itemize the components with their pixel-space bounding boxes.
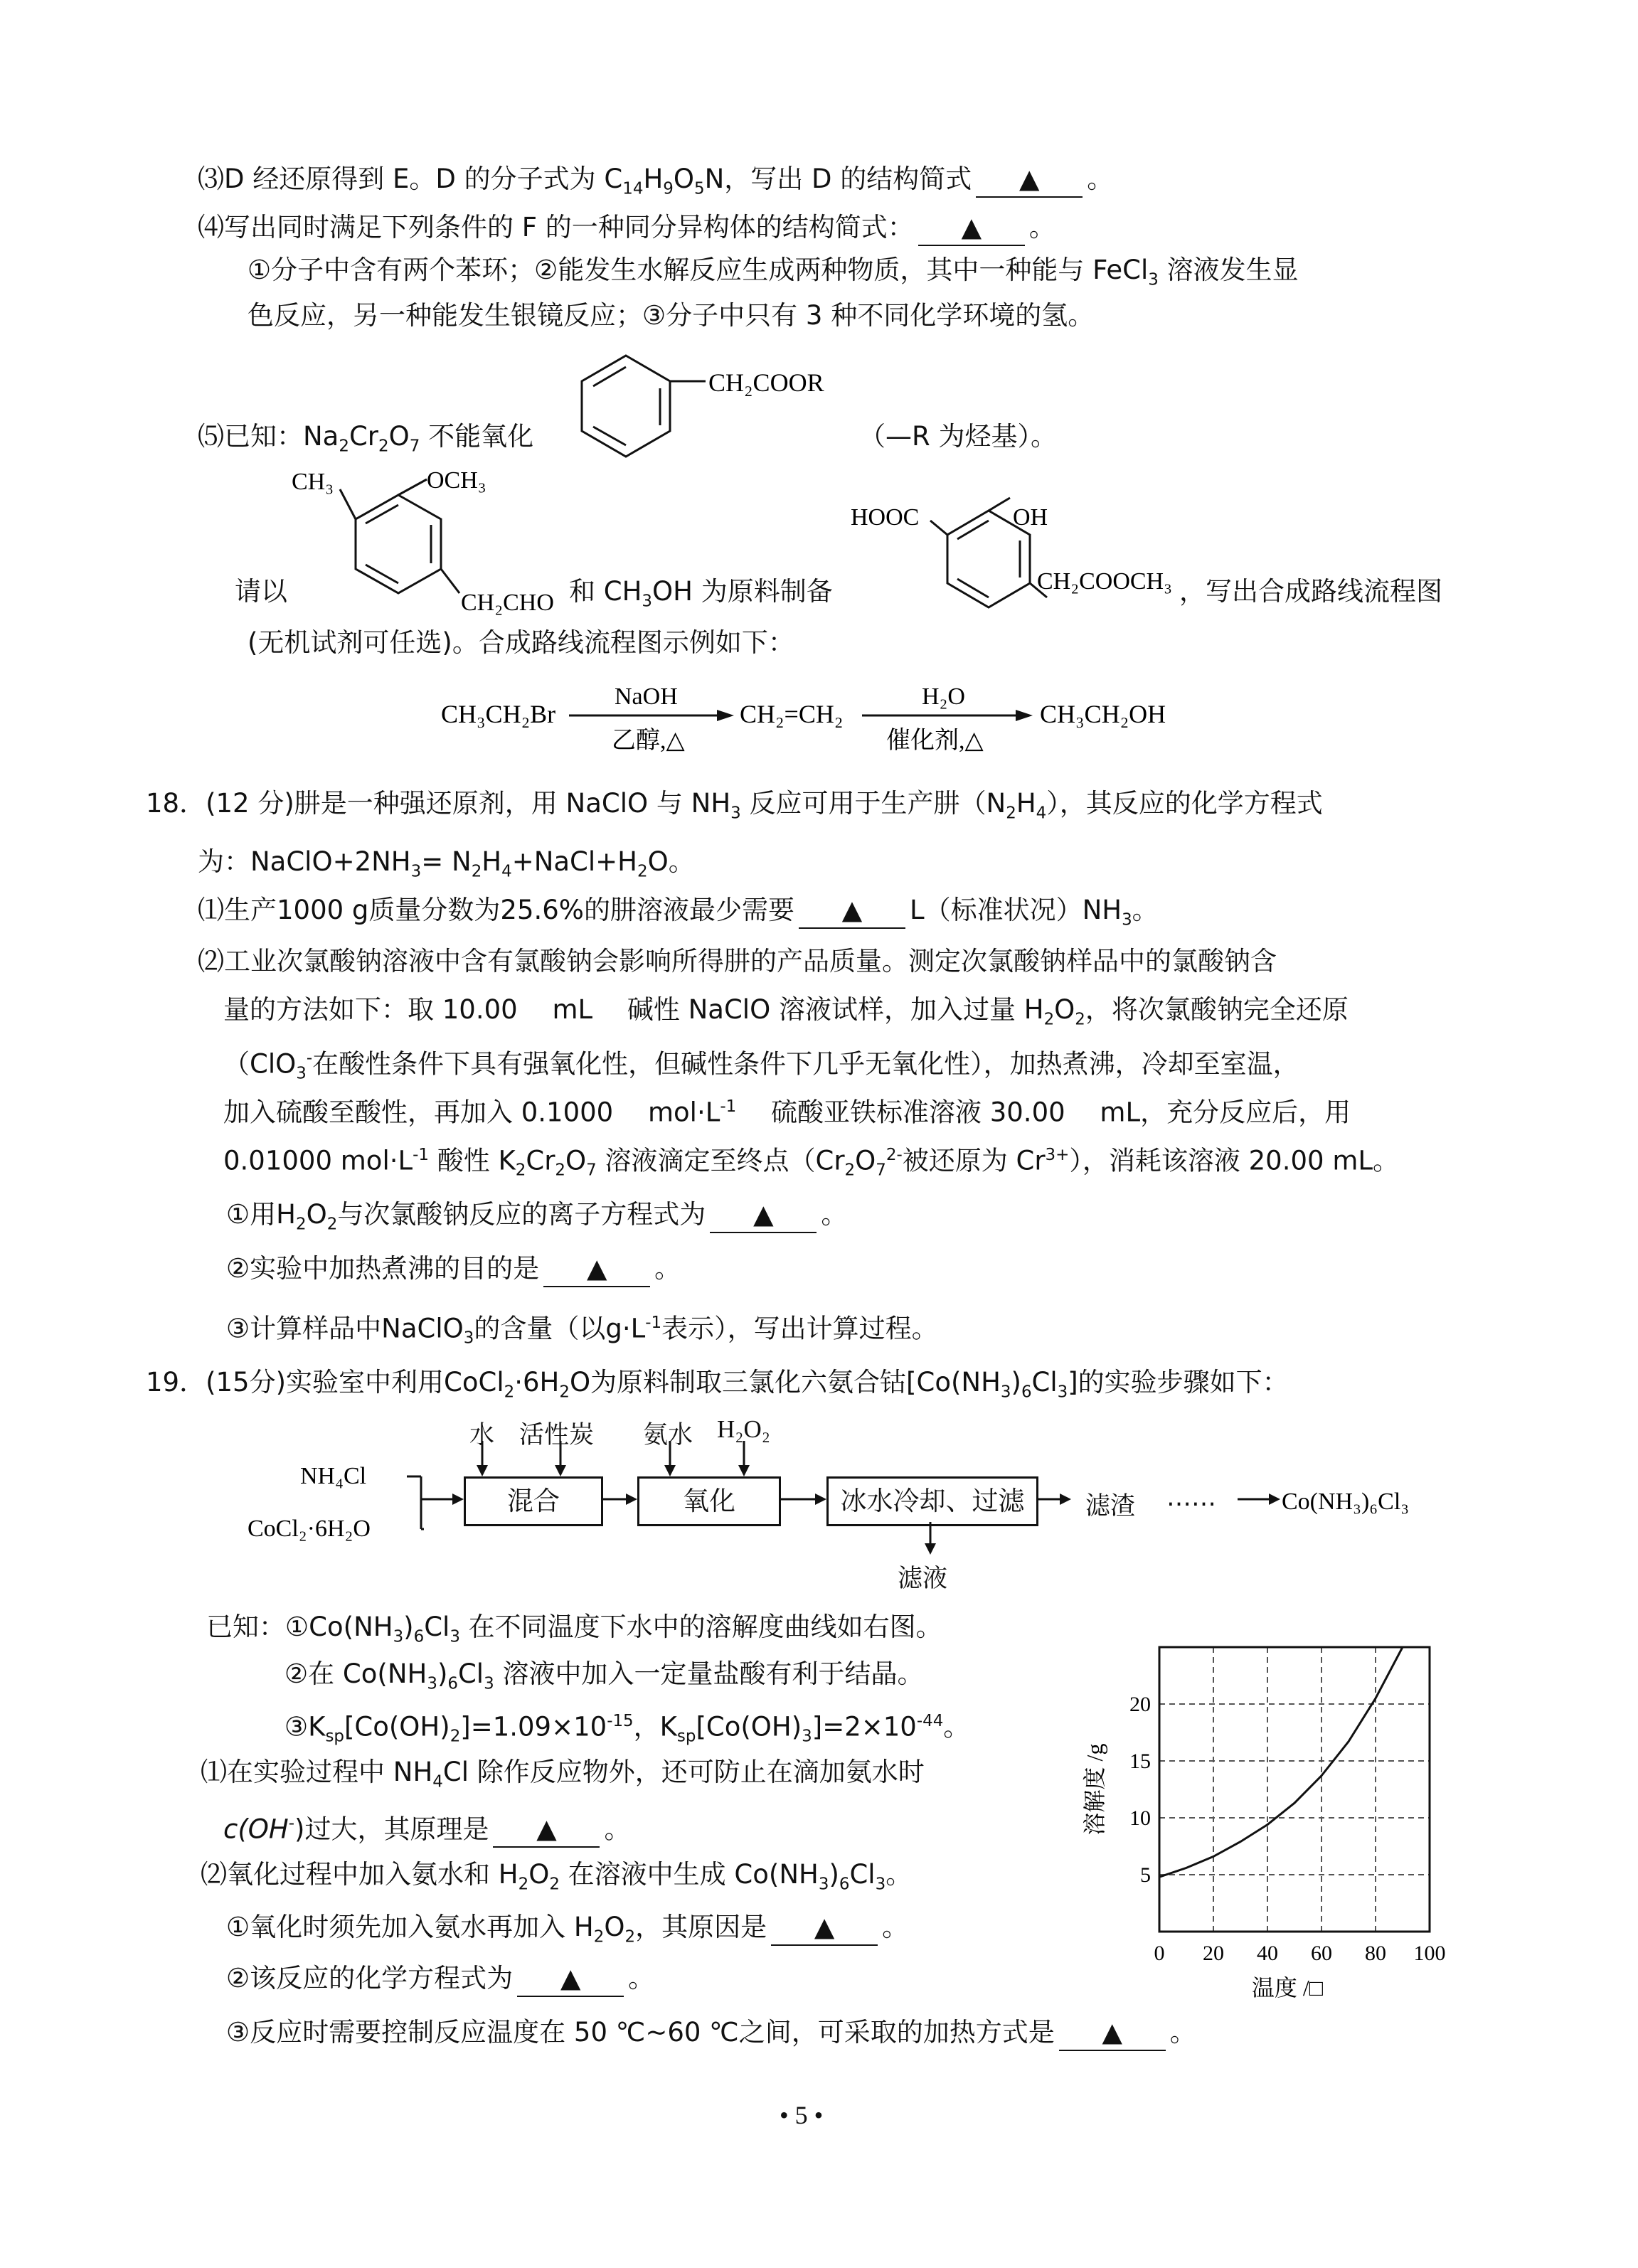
q19-part1-line1: ⑴在实验过程中 $NH_4Cl$ 除作反应物外，还可防止在滴加氨水时 bbox=[201, 1757, 925, 1791]
q17-part5-text2: 和 $CH_3OH$ 为原料制备 bbox=[569, 576, 833, 611]
route-product: CH₃CH₂OH bbox=[1040, 700, 1166, 728]
flow-dots: …… bbox=[1166, 1484, 1216, 1512]
answer-blank[interactable]: ▲ bbox=[918, 211, 1025, 246]
q18-stem: 18．(12 分)肼是一种强还原剂，用 NaClO 与 $NH_3$ 反应可用于生产肼$(N_2H_4)$，其反应的化学方程式 bbox=[146, 788, 1323, 823]
q17-part5-text1: 请以 bbox=[235, 576, 287, 607]
hydroxyl-label: OH bbox=[1013, 504, 1048, 531]
q19-part2-sub1: ①氧化时须先加入氨水再加入 $H_2O_2$，其原因是 ▲ 。 bbox=[226, 1912, 909, 1947]
aldehyde-label: CH₂CHO bbox=[461, 590, 554, 616]
q18-part1: ⑴生产1000 g质量分数为25.6%的肼溶液最少需要 ▲ L（标准状况）$NH_3$。 bbox=[198, 895, 1159, 930]
q18-part2-line3: （ClO$_3$-在酸性条件下具有强氧化性，但碱性条件下几乎无氧化性），加热煮沸，冷却至室温， bbox=[223, 1048, 1299, 1083]
x-tick-label: 100 bbox=[1413, 1942, 1446, 1965]
q18-equation: 为：$NaClO+2NH_3=$ $N_2H_4+NaCl+H_2O$。 bbox=[198, 846, 695, 881]
q17-part3: ⑶D 经还原得到 E。D 的分子式为 $C_{14}H_9O_5N$，写出 D 的结构简式 ▲ 。 bbox=[198, 164, 1114, 198]
q19-stem: 19．(15分)实验室中利用$CoCl_2\cdot 6H_2O$为原料制取三氯化六氨合钴$[Co(NH_3)_6Cl_3]$的实验步骤如下： bbox=[146, 1367, 1289, 1402]
q17-part5-text4: (无机试剂可任选)。合成路线流程图示例如下： bbox=[248, 627, 794, 658]
route-reactant: CH₃CH₂Br bbox=[441, 700, 556, 728]
y-tick-label: 10 bbox=[1129, 1806, 1151, 1830]
q18-part2-line1: ⑵工业次氯酸钠溶液中含有氯酸钠会影响所得肼的产品质量。测定次氯酸钠样品中的氯酸钠含 bbox=[198, 946, 1277, 976]
flow-add-h2o2: H₂O₂ bbox=[717, 1415, 770, 1443]
q18-subq1: ①用$H_2O_2$与次氯酸钠反应的离子方程式为 ▲ 。 bbox=[226, 1199, 848, 1234]
solubility-chart bbox=[1067, 1633, 1465, 2003]
flow-add-ammonia: 氨水 bbox=[643, 1421, 693, 1449]
answer-blank[interactable]: ▲ bbox=[543, 1252, 650, 1287]
route-intermediate: CH₂=CH₂ bbox=[740, 700, 844, 728]
q17-part4: ⑷写出同时满足下列条件的 F 的一种同分异构体的结构简式： ▲ 。 bbox=[198, 211, 1055, 246]
methyl-label: CH₃ bbox=[292, 469, 334, 495]
flow-diagram-connectors bbox=[242, 1415, 1451, 1593]
flow-add-water: 水 bbox=[469, 1421, 495, 1449]
q19-part1-line2: c(OH-)过大，其原理是 ▲ 。 bbox=[223, 1806, 630, 1848]
chart-y-label: 溶解度 /g bbox=[1082, 1743, 1107, 1836]
route-reagent-1: NaOH bbox=[615, 683, 678, 710]
y-tick-label: 15 bbox=[1129, 1750, 1151, 1773]
example-route bbox=[441, 680, 1238, 760]
chart-grid bbox=[1159, 1647, 1430, 1932]
answer-blank[interactable]: ▲ bbox=[1059, 2016, 1166, 2051]
q18-subq2: ②实验中加热煮沸的目的是 ▲ 。 bbox=[226, 1252, 681, 1287]
flow-residue: 滤渣 bbox=[1085, 1492, 1136, 1521]
answer-blank[interactable]: ▲ bbox=[771, 1910, 878, 1946]
chart-frame bbox=[1159, 1647, 1430, 1932]
y-tick-label: 5 bbox=[1140, 1863, 1151, 1887]
x-tick-label: 60 bbox=[1311, 1942, 1332, 1965]
q17-part5-known: ⑸已知：$Na_2Cr_2O_7$ 不能氧化 bbox=[198, 421, 534, 456]
flow-input-nh4cl: NH₄Cl bbox=[300, 1463, 367, 1489]
q19-known1: 已知：$①Co(NH_3)_6Cl_3$ 在不同温度下水中的溶解度曲线如右图。 bbox=[206, 1612, 942, 1646]
target-product-structure bbox=[851, 491, 1185, 619]
carboxyl-label: HOOC bbox=[851, 504, 920, 531]
q17-part4-condition2: 色反应，另一种能发生银镜反应；③分子中只有 3 种不同化学环境的氢。 bbox=[248, 300, 1095, 331]
flow-box-cool-filter: 冰水冷却、过滤 bbox=[826, 1476, 1038, 1526]
answer-blank[interactable]: ▲ bbox=[710, 1198, 817, 1233]
route-reagent-2: H₂O bbox=[922, 683, 965, 710]
benzyl-ester-structure bbox=[569, 347, 868, 468]
ester-label: CH₂COOCH₃ bbox=[1037, 568, 1172, 595]
answer-blank[interactable]: ▲ bbox=[799, 893, 905, 929]
q18-part2-line4: 加入硫酸至酸性，再加入 0.1000 $mol\cdot L^{-1}$ 硫酸亚铁标准溶液 30.00 mL，充分反应后，用 bbox=[223, 1097, 1351, 1128]
q18-part2-line5: 0.01000 $mol\cdot L^{-1}$ 酸性 $K_2Cr_2O_7$ 溶液滴定至终点（$Cr_2O_7^{2-}$被还原为 $Cr^{3+}$），消耗该溶液 20.00 mL。 bbox=[223, 1145, 1399, 1180]
chart-x-label: 温度 /□ bbox=[1251, 1975, 1324, 2001]
q19-part2-sub2: ②该反应的化学方程式为 ▲ 。 bbox=[226, 1961, 654, 1997]
answer-blank[interactable]: ▲ bbox=[976, 162, 1083, 198]
q18-part2-line2: 量的方法如下：取 10.00 mL 碱性 NaClO 溶液试样，加入过量 $H_2O_2$，将次氯酸钠完全还原 bbox=[223, 994, 1349, 1029]
flow-input-cocl2: CoCl₂·6H₂O bbox=[248, 1516, 371, 1542]
q19-part2: ⑵氧化过程中加入氨水和 $H_2O_2$ 在溶液中生成 $Co(NH_3)_6Cl_3$。 bbox=[201, 1859, 913, 1894]
flow-box-mix: 混合 bbox=[464, 1476, 603, 1526]
x-tick-label: 80 bbox=[1365, 1942, 1386, 1965]
chart-x-ticks bbox=[1154, 1942, 1446, 1965]
flow-filtrate: 滤液 bbox=[898, 1565, 948, 1593]
flow-add-carbon: 活性炭 bbox=[519, 1421, 595, 1449]
flow-product: Co(NH₃)₆Cl₃ bbox=[1282, 1489, 1410, 1515]
x-tick-label: 20 bbox=[1203, 1942, 1224, 1965]
page-number: • 5 • bbox=[780, 2101, 824, 2129]
x-tick-label: 40 bbox=[1257, 1942, 1278, 1965]
answer-blank[interactable]: ▲ bbox=[493, 1812, 600, 1848]
q17-part5-text3: ，写出合成路线流程图 bbox=[1179, 576, 1442, 607]
q19-known3: $③K_{sp}[Co(OH)_2]=1.09\times 10^{-15}$，$K_{sp}[Co(OH)_3]=2\times 10^{-44}$。 bbox=[284, 1711, 970, 1746]
q18-subq3: ③计算样品中NaClO$_3$的含量（以$g\cdot L^{-1}$表示），写出计算过程。 bbox=[226, 1313, 938, 1348]
methoxy-label: OCH₃ bbox=[427, 467, 486, 494]
starting-material-structure bbox=[292, 462, 590, 619]
flow-box-oxidize: 氧化 bbox=[637, 1476, 781, 1526]
q19-known2: ②在 $Co(NH_3)_6Cl_3$ 溶液中加入一定量盐酸有利于结晶。 bbox=[284, 1659, 924, 1693]
route-condition-2: 催化剂,△ bbox=[886, 728, 984, 754]
y-tick-label: 20 bbox=[1129, 1693, 1151, 1716]
q19-part2-sub3: ③反应时需要控制反应温度在 50 ℃~60 ℃之间，可采取的加热方式是 ▲ 。 bbox=[226, 2016, 1196, 2051]
answer-blank[interactable]: ▲ bbox=[517, 1961, 624, 1997]
solubility-curve bbox=[1159, 1647, 1403, 1877]
x-tick-label: 0 bbox=[1154, 1942, 1165, 1965]
q17-part5-note: （—R 为烃基）。 bbox=[859, 421, 1057, 452]
route-condition-1: 乙醇,△ bbox=[612, 728, 685, 754]
q17-part4-condition: ①分子中含有两个苯环；②能发生水解反应生成两种物质，其中一种能与 FeCl$_3$ 溶液发生显 bbox=[248, 255, 1299, 289]
chart-y-ticks bbox=[1129, 1693, 1151, 1887]
substituent-label: CH₂COOR bbox=[708, 368, 824, 397]
